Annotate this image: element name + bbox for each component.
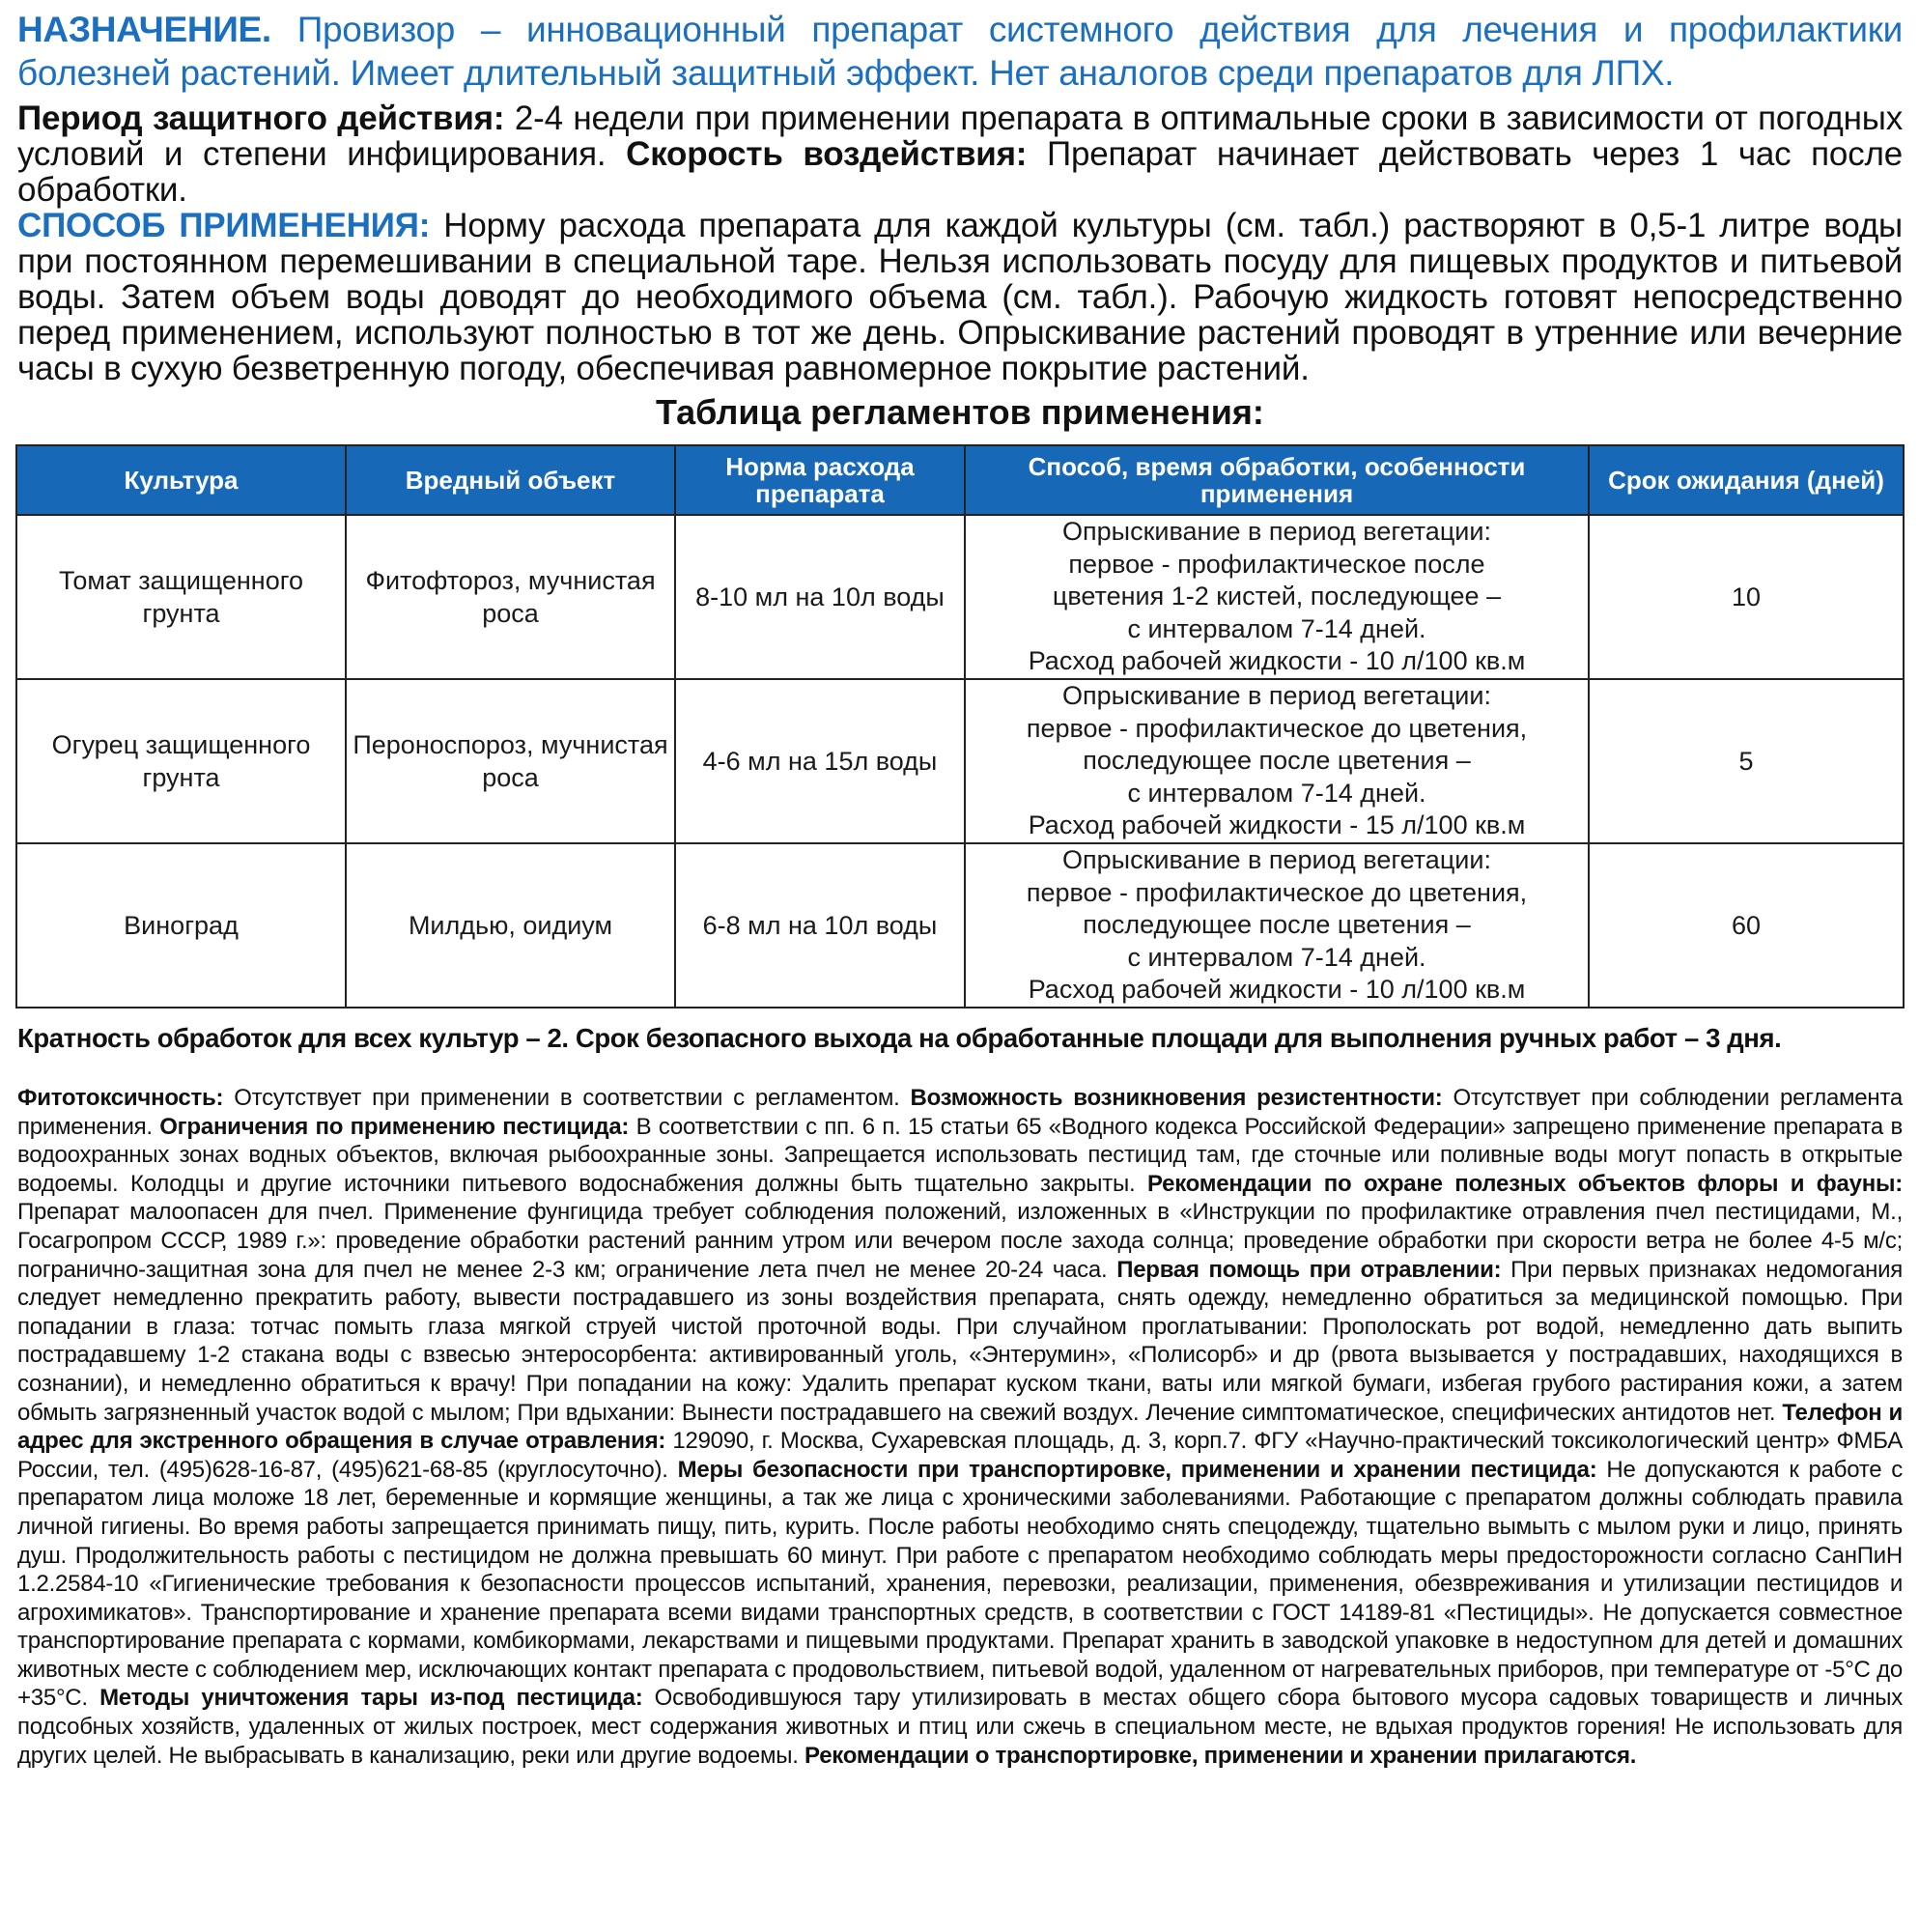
method-line: Расход рабочей жидкости - 15 л/100 кв.м <box>1028 810 1526 840</box>
detail-label: Фитотоксичность: <box>17 1085 224 1111</box>
method-line: Расход рабочей жидкости - 10 л/100 кв.м <box>1028 975 1526 1005</box>
detail-label: Методы уничтожения тары из-под пестицида: <box>99 1685 643 1712</box>
crop-cell: Виноград <box>16 843 346 1008</box>
rate-cell: 4-6 мл на 15л воды <box>675 679 965 843</box>
label-document <box>17 8 1903 1793</box>
detail-label: Телефон и адрес для экстренного обращения в случае отравления: <box>17 1399 1903 1455</box>
method-line: Опрыскивание в период вегетации: <box>1062 517 1491 547</box>
crop-cell: Огурец защищенного грунта <box>16 679 346 843</box>
purpose-label: НАЗНАЧЕНИЕ. <box>17 10 271 49</box>
detail-text: Освободившуюся тару утилизировать в местах общего сбора бытового мусора садовых товариществ и личных подсобных хозяйств, удаленных от жилых построек, мест содержания животных и птиц или сжечь в специальном месте, не вдыхая продуктов горения! Не использовать для других целей. Не выбрасывать в канализацию, реки или другие водоемы. <box>17 1685 1903 1769</box>
crop-cell: Томат защищенного грунта <box>16 515 346 679</box>
header-method: Способ, время обработки, особенности применения <box>965 445 1589 515</box>
waiting-period-cell: 10 <box>1589 515 1904 679</box>
pest-cell: Милдью, оидиум <box>346 843 675 1008</box>
method-line: первое - профилактическое до цветения, <box>1026 713 1528 743</box>
waiting-period-cell: 5 <box>1589 679 1904 843</box>
protection-period-label: Период защитного действия: <box>17 99 505 137</box>
detail-label: Ограничения по применению пестицида: <box>159 1113 630 1140</box>
action-speed-text: Препарат начинает действовать через 1 час после обработки. <box>17 135 1903 209</box>
rate-cell: 6-8 мл на 10л воды <box>675 843 965 1008</box>
regulations-table <box>15 444 1905 1009</box>
method-line: с интервалом 7-14 дней. <box>1127 778 1426 808</box>
treatment-summary: Кратность обработок для всех культур – 2. Срок безопасного выхода на обработанные площади для выполнения ручных работ – 3 дня. <box>17 1023 1782 1053</box>
detail-text: 129090, г. Москва, Сухаревская площадь, д. 3, корп.7. ФГУ «Научно-практический токсикологический центр» ФМБА России, тел. (495)628-16-87, (495)621-68-85 (круглосуточно). <box>17 1428 1903 1483</box>
method-line: первое - профилактическое после <box>1068 549 1485 579</box>
table-row <box>16 843 1904 1008</box>
method-line: с интервалом 7-14 дней. <box>1127 613 1426 643</box>
table-row <box>16 679 1904 843</box>
protection-period-text: 2-4 недели при применении препарата в оптимальные сроки в зависимости от погодных условий и степени инфицирования. <box>17 99 1903 173</box>
detail-text: Отсутствует при соблюдении регламента применения. <box>17 1085 1903 1140</box>
detail-label: Рекомендации по охране полезных объектов флоры и фауны: <box>1146 1170 1903 1197</box>
header-pest: Вредный объект <box>346 445 675 515</box>
protection-period-paragraph <box>17 100 1903 208</box>
method-line: Опрыскивание в период вегетации: <box>1062 845 1491 875</box>
detail-text: При первых признаках недомогания следует немедленно прекратить работу, вывести пострадавшего из зоны воздействия препарата, снять одежду, немедленно обратиться за медицинской помощью. При попадании в глаза: тотчас помыть глаза мягкой струей чистой проточной воды. При случайном проглатывании: Прополоскать рот водой, немедленно дать выпить пострадавшему 1-2 стакана воды с взвесью энтеросорбента: активированный уголь, «Энтерумин», «Полисорб» и др (рвота вызывается у пострадавших, находящихся в сознании), и немедленно обратиться к врачу! При попадании на кожу: Удалить препарат куском ткани, ваты или мягкой бумаги, избегая грубого растирания кожи, а затем обмыть загрязненный участок водой с мылом; При вдыхании: Вынести пострадавшего на свежий воздух. Лечение симптоматическое, специфических антидотов нет. <box>17 1256 1904 1426</box>
pest-cell: Фитофтороз, мучнистая роса <box>346 515 675 679</box>
application-method-paragraph <box>17 208 1903 386</box>
detail-label: Рекомендации о транспортировке, применении и хранении прилагаются. <box>804 1742 1637 1769</box>
purpose-paragraph <box>17 8 1903 95</box>
detail-label: Возможность возникновения резистентности: <box>910 1085 1443 1111</box>
purpose-text: Провизор – инновационный препарат системного действия для лечения и профилактики болезней растений. Имеет длительный защитный эффект. Нет аналогов среди препаратов для ЛПХ. <box>17 10 1903 93</box>
action-speed-label: Скорость воздействия: <box>626 135 1028 173</box>
header-waiting-period: Срок ожидания (дней) <box>1589 445 1904 515</box>
header-rate: Норма расхода препарата <box>675 445 965 515</box>
header-crop: Культура <box>16 445 346 515</box>
application-method-text: Норму расхода препарата для каждой культуры (см. табл.) растворяют в 0,5-1 литре воды при постоянном перемешивании в специальной таре. Нельзя использовать посуду для пищевых продуктов и питьевой воды. Затем объем воды доводят до необходимого объема (см. табл.). Рабочую жидкость готовят непосредственно перед применением, используют полностью в тот же день. Опрыскивание растений проводят в утренние или вечерние часы в сухую безветренную погоду, обеспечивая равномерное покрытие растений. <box>17 207 1903 387</box>
table-row <box>16 515 1904 679</box>
detail-text: Отсутствует при применении в соответствии с регламентом. <box>223 1085 911 1111</box>
safety-details <box>17 1084 1903 1770</box>
pest-cell: Пероноспороз, мучнистая роса <box>346 679 675 843</box>
detail-text: Препарат малоопасен для пчел. Применение фунгицида требует соблюдения положений, изложенных в «Инструкции по профилактике отравления пчел пестицидами, М., Госагропром СССР, 1989 г.»: проведение обработки растений ранним утром или вечером после захода солнца; проведение обработки при скорости ветра не более 4-5 м/с; погранично-защитная зона для пчел не менее 2-3 км; ограничение лета пчел не менее 20-24 часа. <box>17 1199 1903 1283</box>
method-cell <box>965 843 1589 1008</box>
waiting-period-cell: 60 <box>1589 843 1904 1008</box>
detail-text: Не допускаются к работе с препаратом лица моложе 18 лет, беременные и кормящие женщины, а так же лица с хроническими заболеваниями. Работающие с препаратом должны соблюдать правила личной гигиены. Во время работы запрещается принимать пищу, пить, курить. После работы необходимо снять спецодежду, тщательно вымыть с мылом руки и лицо, принять душ. Продолжительность работы с пестицидом не должна превышать 60 минут. При работе с препаратом необходимо соблюдать меры предосторожности согласно СанПиН 1.2.2584-10 «Гигиенические требования к безопасности процессов испытаний, хранения, перевозки, реализации, применения, обезвреживания и утилизации пестицидов и агрохимикатов». Транспортирование и хранение препарата всеми видами транспортных средств, в соответствии с ГОСТ 14189-81 «Пестициды». Не допускается совместное транспортирование препарата с кормами, комбикормами, лекарствами и пищевыми продуктами. Препарат хранить в заводской упаковке в недоступном для детей и домашних животных месте с соблюдением мер, исключающих контакт препарата с продовольствием, питьевой водой, удаленном от нагревательных приборов, при температуре от -5°С до +35°С. <box>17 1456 1903 1712</box>
method-line: с интервалом 7-14 дней. <box>1127 942 1426 972</box>
method-line: цветения 1-2 кистей, последующее – <box>1052 582 1502 611</box>
rate-cell: 8-10 мл на 10л воды <box>675 515 965 679</box>
method-line: первое - профилактическое до цветения, <box>1026 877 1528 907</box>
detail-text: В соответствии с пп. 6 п. 15 статьи 65 «Водного кодекса Российской Федерации» запрещено применение препарата в водоохранных зонах водных объектов, включая рыбоохранные зоны. Запрещается использовать пестицид там, где сточные или поливные воды могут попасть в открытые водоемы. Колодцы и другие источники питьевого водоснабжения должны быть тщательно закрыты. <box>17 1113 1903 1197</box>
method-cell <box>965 515 1589 679</box>
detail-label: Первая помощь при отравлении: <box>1116 1256 1502 1283</box>
method-line: Опрыскивание в период вегетации: <box>1062 681 1491 711</box>
table-header-row <box>16 445 1904 515</box>
method-cell <box>965 679 1589 843</box>
table-title: Таблица регламентов применения: <box>656 392 1264 432</box>
method-line: Расход рабочей жидкости - 10 л/100 кв.м <box>1028 646 1526 676</box>
detail-label: Меры безопасности при транспортировке, применении и хранении пестицида: <box>677 1456 1597 1483</box>
method-line: последующее после цветения – <box>1083 746 1471 776</box>
method-line: последующее после цветения – <box>1083 910 1471 940</box>
application-method-label: СПОСОБ ПРИМЕНЕНИЯ: <box>17 207 431 244</box>
